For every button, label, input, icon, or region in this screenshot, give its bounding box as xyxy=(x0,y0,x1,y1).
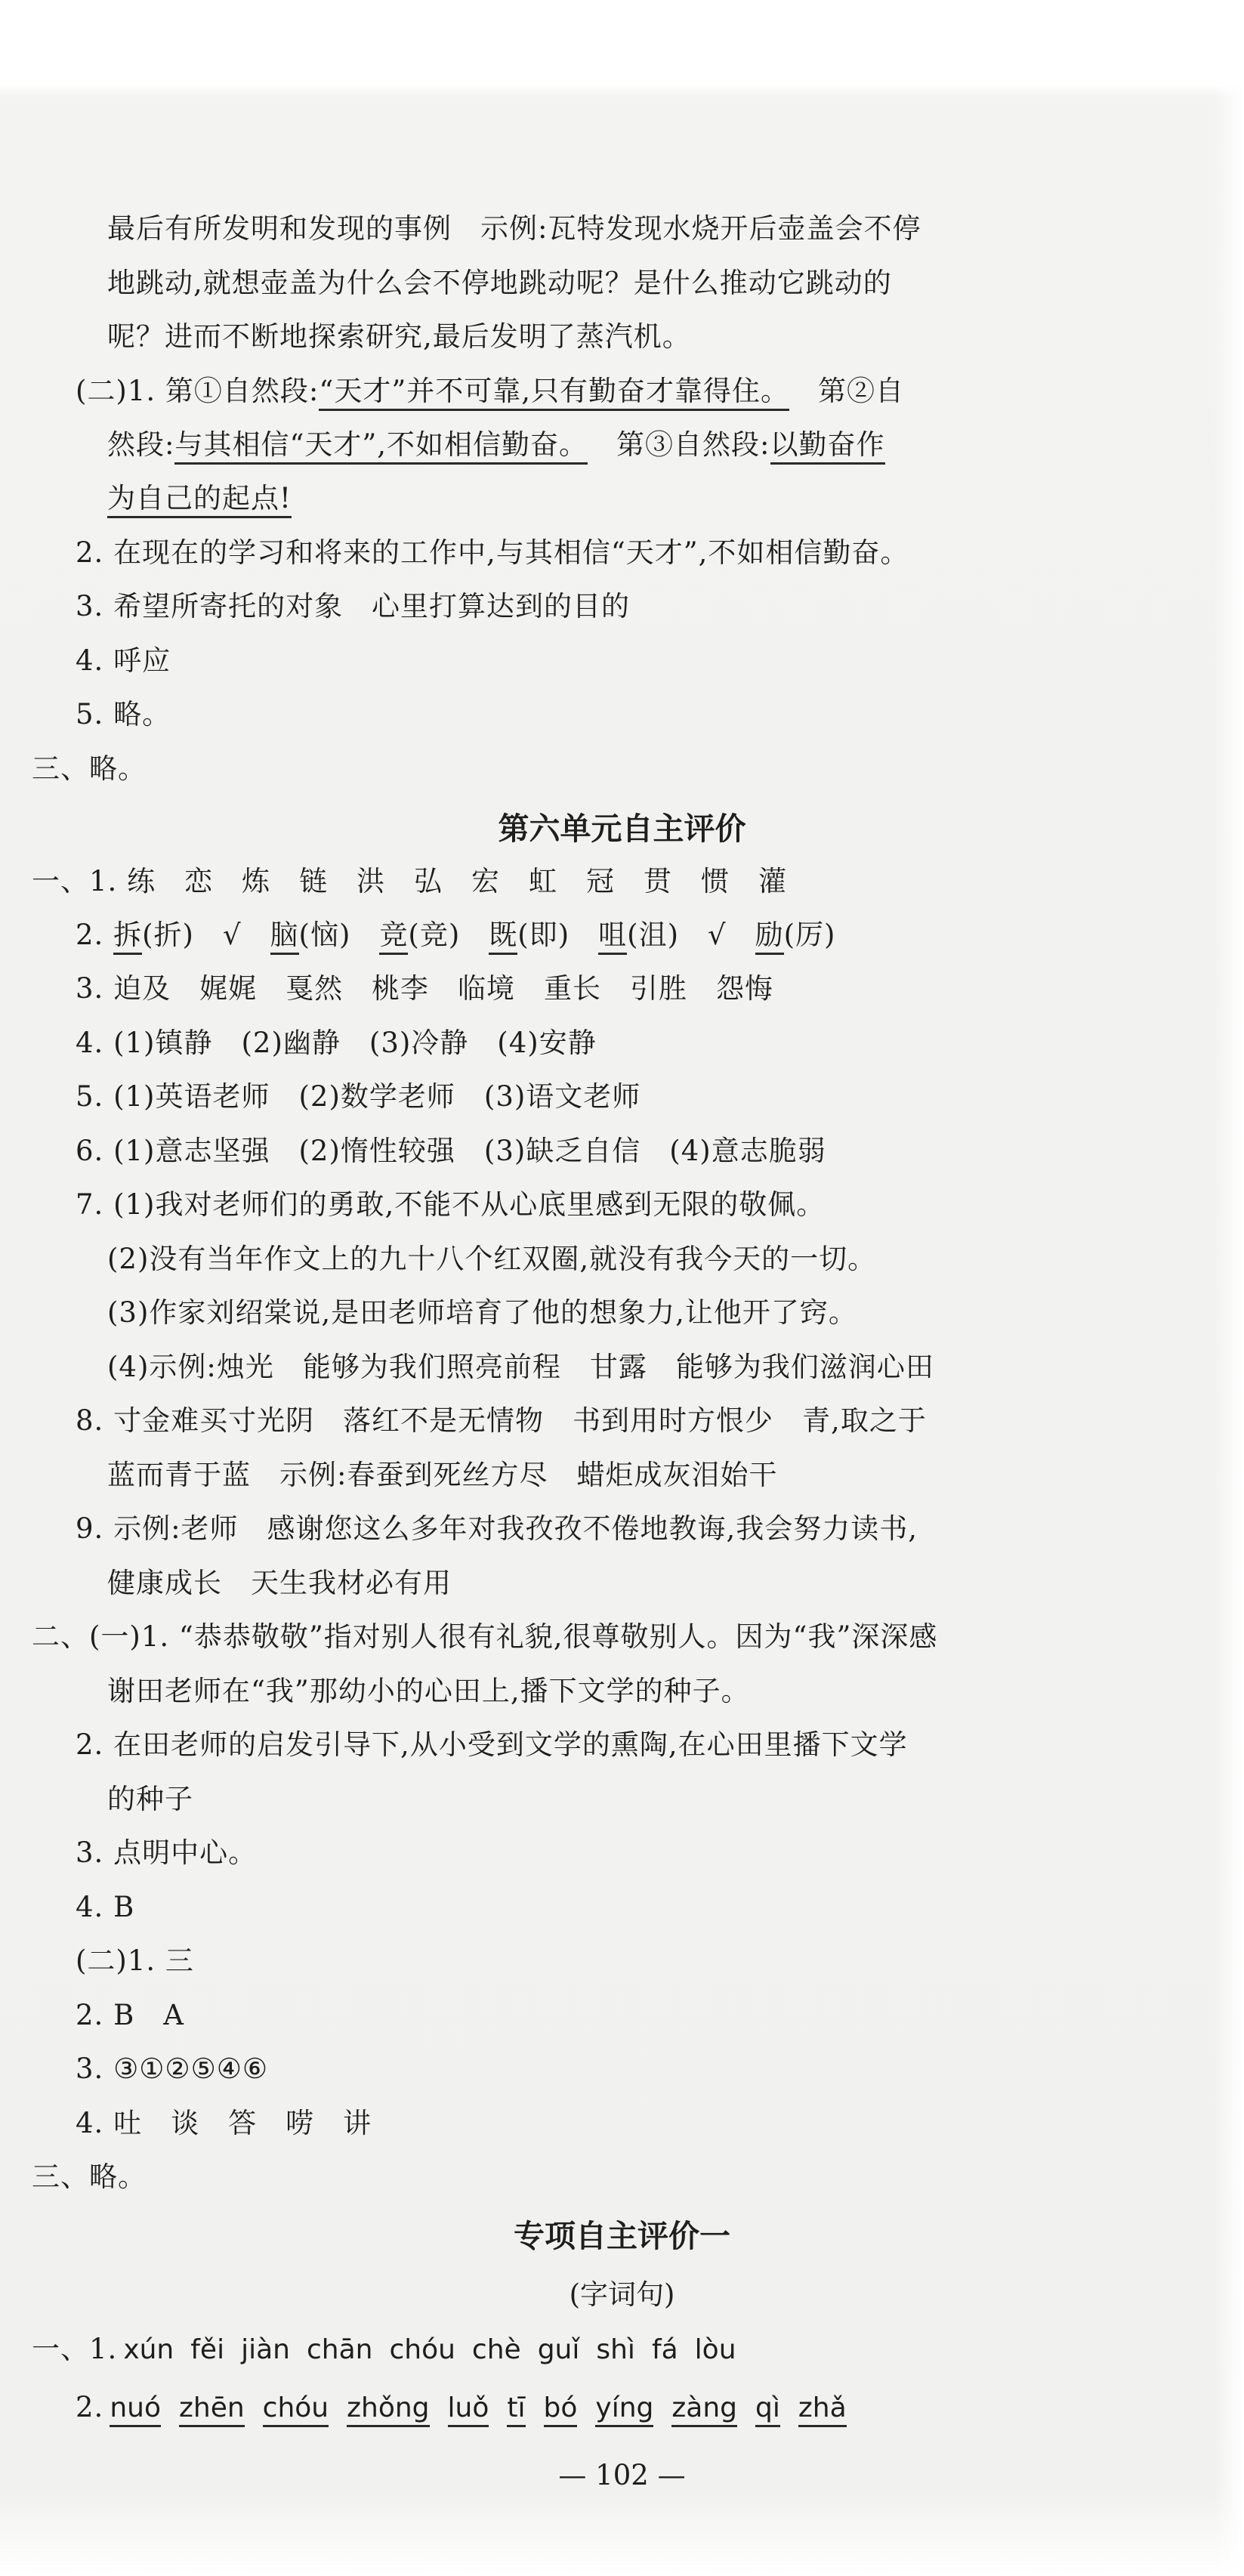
underlined-answer: 以勤奋作 xyxy=(770,428,885,465)
underlined-answer: “天才”并不可靠,只有勤奋才靠得住。 xyxy=(319,374,789,411)
underlined-char: 咀 xyxy=(598,918,627,955)
page-number: — 102 — xyxy=(558,2459,686,2491)
answer-line: (2)没有当年作文上的九十八个红双圈,就没有我今天的一切。 xyxy=(107,1243,877,1275)
answer-line xyxy=(107,478,292,519)
answer-line: 健康成长 天生我材必有用 xyxy=(107,1567,452,1599)
page-edge xyxy=(1214,85,1244,2576)
answer-line: 3. 点明中心。 xyxy=(76,1836,258,1869)
answer-line: 4. 呼应 xyxy=(76,644,171,677)
correction: (恼) xyxy=(298,919,380,951)
answer-line: 的种子 xyxy=(107,1783,193,1815)
pinyin: bó xyxy=(544,2392,578,2427)
answer-line: 地跳动,就想壶盖为什么会不停地跳动呢？是什么推动它跳动的 xyxy=(107,267,892,299)
correction: (即) xyxy=(517,919,599,951)
question-text: 第③自然段: xyxy=(588,428,770,461)
underlined-answer: 为自己的起点! xyxy=(107,481,292,518)
pinyin: zhēn xyxy=(179,2392,245,2427)
answer-line xyxy=(76,915,835,956)
pinyin: qì xyxy=(755,2392,780,2427)
question-number: 一、1. xyxy=(32,2333,118,2365)
pinyin-line xyxy=(32,2329,753,2371)
pinyin: xún xyxy=(123,2334,174,2365)
answer-line: 三、略。 xyxy=(32,2161,147,2193)
section-subtitle: (字词句) xyxy=(569,2278,675,2311)
answer-line: 2. 在田老师的启发引导下,从小受到文学的熏陶,在心田里播下文学 xyxy=(76,1728,908,1761)
pinyin: chóu xyxy=(263,2392,329,2427)
underlined-char: 竞 xyxy=(379,918,408,955)
answer-line: (3)作家刘绍棠说,是田老师培育了他的想象力,让他开了窍。 xyxy=(107,1296,857,1329)
pinyin: fá xyxy=(651,2334,678,2365)
answer-line: 5. 略。 xyxy=(76,698,171,730)
pinyin: luǒ xyxy=(448,2392,489,2427)
pinyin: guǐ xyxy=(537,2334,580,2365)
section-heading: 第六单元自主评价 xyxy=(498,811,746,847)
pinyin: zhǒng xyxy=(347,2392,429,2427)
answer-line: 3. 迫及 娓娓 戛然 桃李 临境 重长 引胜 怨悔 xyxy=(76,972,774,1005)
question-number: 2. xyxy=(76,2391,104,2423)
correction: (竞) xyxy=(408,919,489,951)
underlined-char: 励 xyxy=(755,918,784,955)
section-heading: 专项自主评价一 xyxy=(514,2218,730,2254)
underlined-char: 既 xyxy=(489,918,517,955)
answer-line: 3. 希望所寄托的对象 心里打算达到的目的 xyxy=(76,590,631,622)
answer-line: 2. B A xyxy=(76,1999,184,2031)
question-number: 2. xyxy=(76,919,114,951)
pinyin-line xyxy=(76,2387,865,2429)
answer-line: 呢？进而不断地探索研究,最后发明了蒸汽机。 xyxy=(107,320,691,353)
pinyin: chān xyxy=(306,2334,373,2365)
pinyin: nuó xyxy=(110,2392,161,2427)
underlined-answer: 与其相信“天才”,不如相信勤奋。 xyxy=(174,428,588,465)
answer-line: 4. B xyxy=(76,1891,135,1923)
pinyin: zàng xyxy=(671,2392,737,2427)
pinyin: shì xyxy=(596,2334,635,2365)
answer-line: 3. ③①②⑤④⑥ xyxy=(76,2052,269,2085)
answer-line: 2. 在现在的学习和将来的工作中,与其相信“天才”,不如相信勤奋。 xyxy=(76,536,909,569)
underlined-char: 拆 xyxy=(113,918,142,955)
pinyin: lòu xyxy=(694,2334,736,2365)
answer-line: (4)示例:烛光 能够为我们照亮前程 甘露 能够为我们滋润心田 xyxy=(107,1351,934,1383)
correction: (折) √ xyxy=(142,919,270,951)
pinyin: tī xyxy=(507,2392,525,2427)
question-text: 第②自 xyxy=(789,375,904,407)
pinyin: fěi xyxy=(190,2334,225,2365)
answer-line: 三、略。 xyxy=(32,752,147,785)
pinyin: jiàn xyxy=(241,2334,290,2365)
answer-line: 二、(一)1. “恭恭敬敬”指对别人很有礼貌,很尊敬别人。因为“我”深深感 xyxy=(32,1620,938,1653)
answer-line: 5. (1)英语老师 (2)数学老师 (3)语文老师 xyxy=(76,1080,641,1113)
answer-line: 蓝而青于蓝 示例:春蚕到死丝方尽 蜡炬成灰泪始干 xyxy=(107,1459,778,1491)
answer-line: 4. 吐 谈 答 唠 讲 xyxy=(76,2107,372,2139)
answer-line: 4. (1)镇静 (2)幽静 (3)冷静 (4)安静 xyxy=(76,1027,597,1059)
answer-line: 8. 寸金难买寸光阴 落红不是无情物 书到用时方恨少 青,取之于 xyxy=(76,1404,927,1437)
answer-line: 7. (1)我对老师们的勇敢,不能不从心底里感到无限的敬佩。 xyxy=(76,1188,826,1221)
question-text: 然段: xyxy=(107,428,175,461)
answer-line: 6. (1)意志坚强 (2)惰性较强 (3)缺乏自信 (4)意志脆弱 xyxy=(76,1135,826,1167)
underlined-char: 脑 xyxy=(270,918,299,955)
correction: (厉) xyxy=(783,919,836,951)
answer-line: 谢田老师在“我”那幼小的心田上,播下文学的种子。 xyxy=(107,1675,750,1707)
answer-line xyxy=(76,371,904,412)
pinyin: chóu xyxy=(389,2334,455,2365)
answer-line: 一、1. 练 恋 炼 链 洪 弘 宏 虹 冠 贯 惯 灌 xyxy=(32,865,788,897)
answer-line: 最后有所发明和发现的事例 示例:瓦特发现水烧开后壶盖会不停 xyxy=(107,212,921,245)
question-prefix: (二)1. 第①自然段: xyxy=(76,375,319,407)
pinyin: chè xyxy=(471,2334,521,2365)
pinyin: zhǎ xyxy=(798,2392,847,2427)
answer-line: (二)1. 三 xyxy=(76,1944,194,1977)
correction: (沮) √ xyxy=(627,919,755,951)
pinyin: yíng xyxy=(595,2392,653,2427)
answer-line xyxy=(107,425,885,465)
answer-line: 9. 示例:老师 感谢您这么多年对我孜孜不倦地教诲,我会努力读书, xyxy=(76,1512,918,1545)
